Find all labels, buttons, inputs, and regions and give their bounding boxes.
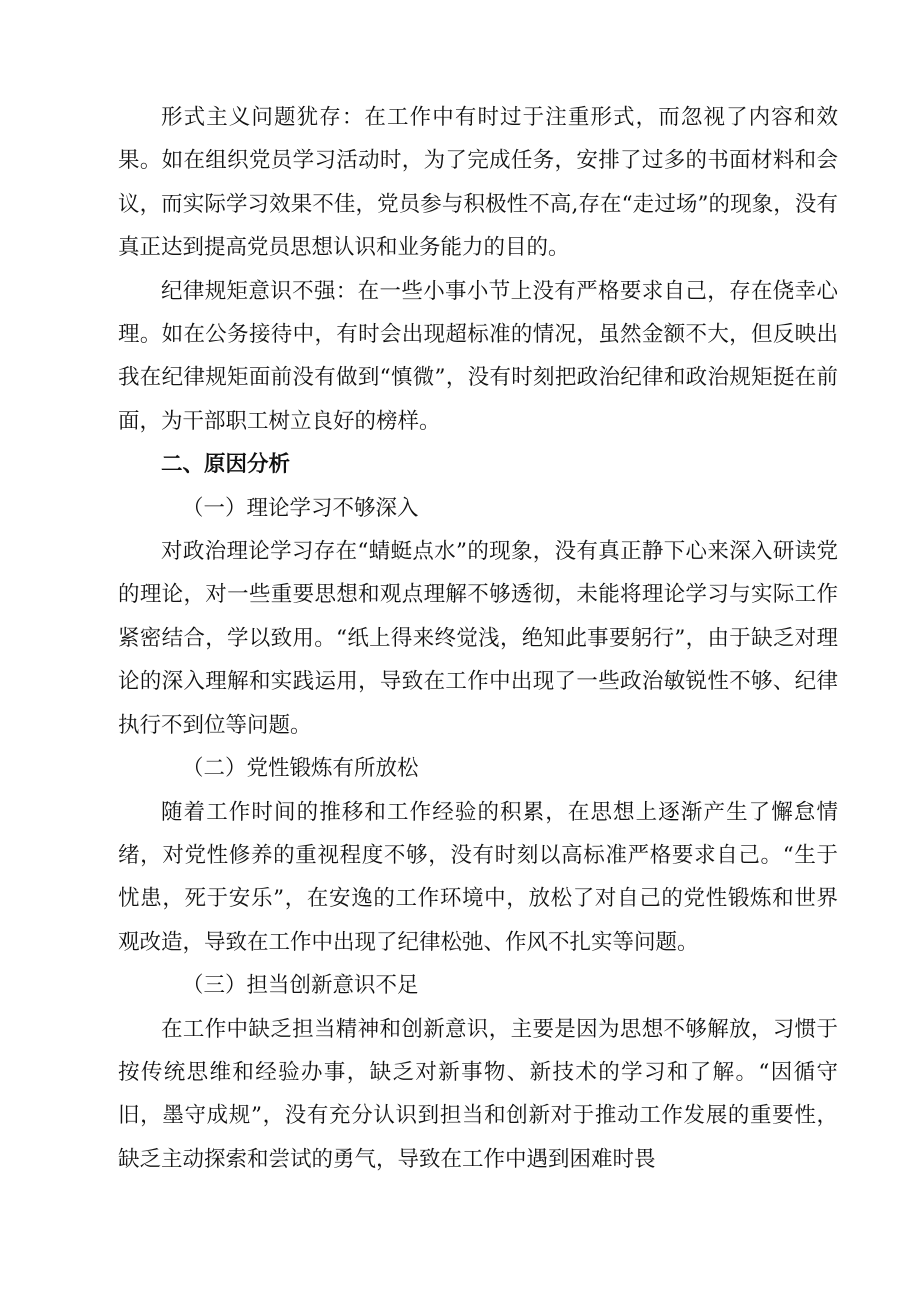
paragraph-theory-study: 对政治理论学习存在“蜻蜓点水”的现象，没有真正静下心来深入研读党的理论，对一些重要思想和观点理解不够透彻，未能将理论学习与实际工作紧密结合，学以致用。“纸上得来终觉浅，绝知此事要躬行”，由于缺乏对理论的深入理解和实践运用，导致在工作中出现了一些政治敏锐性不够、纪律执行不到位等问题。 bbox=[118, 539, 838, 738]
section-heading-cause-analysis: 二、原因分析 bbox=[161, 452, 291, 478]
subheading-theory-study: （一）理论学习不够深入 bbox=[182, 495, 419, 521]
paragraph-discipline: 纪律规矩意识不强：在一些小事小节上没有严格要求自己，存在侥幸心理。如在公务接待中，有时会出现超标准的情况，虽然金额不大，但反映出我在纪律规矩面前没有做到“慎微”，没有时刻把政治纪律和政治规矩挺在前面，为干部职工树立良好的榜样。 bbox=[118, 278, 838, 434]
subheading-party-spirit: （二）党性锻炼有所放松 bbox=[182, 756, 419, 782]
document-body bbox=[118, 96, 838, 1181]
paragraph-innovation: 在工作中缺乏担当精神和创新意识，主要是因为思想不够解放，习惯于按传统思维和经验办事，缺乏对新事物、新技术的学习和了解。“因循守旧，墨守成规”，没有充分认识到担当和创新对于推动工作发展的重要性，缺乏主动探索和尝试的勇气，导致在工作中遇到困难时畏 bbox=[118, 1016, 838, 1172]
paragraph-formalism: 形式主义问题犹存：在工作中有时过于注重形式，而忽视了内容和效果。如在组织党员学习活动时，为了完成任务，安排了过多的书面材料和会议，而实际学习效果不佳，党员参与积极性不高,存在“走过场”的现象，没有真正达到提高党员思想认识和业务能力的目的。 bbox=[118, 105, 838, 261]
paragraph-party-spirit: 随着工作时间的推移和工作经验的积累，在思想上逐渐产生了懈怠情绪，对党性修养的重视程度不够，没有时刻以高标准严格要求自己。“生于忧患，死于安乐”，在安逸的工作环境中，放松了对自己的党性锻炼和世界观改造，导致在工作中出现了纪律松弛、作风不扎实等问题。 bbox=[118, 799, 838, 955]
subheading-innovation: （三）担当创新意识不足 bbox=[182, 973, 419, 999]
